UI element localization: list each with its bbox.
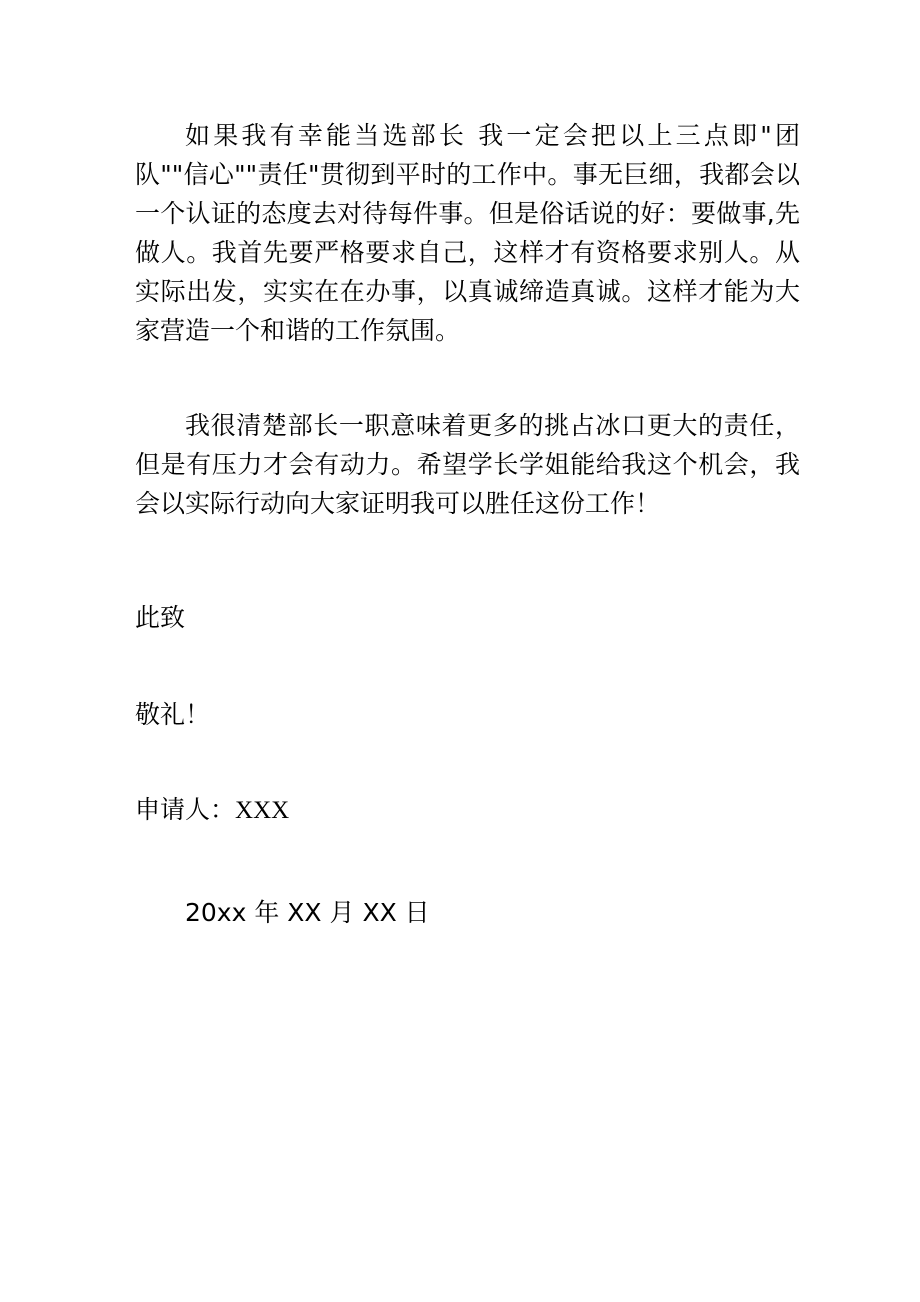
date-line: 20xx 年 XX 月 XX 日 <box>185 898 430 927</box>
closing-regards: 敬礼！ <box>135 700 211 729</box>
applicant-line <box>135 790 289 830</box>
body-paragraph-2: 我很清楚部长一职意味着更多的挑占冰口更大的责任，但是有压力才会有动力。希望学长学姐能给我这个机会，我会以实际行动向大家证明我可以胜任这份工作！ <box>135 411 800 518</box>
body-paragraph-1: 如果我有幸能当选部长 我一定会把以上三点即"团队""信心""责任"贯彻到平时的工作中。事无巨细，我都会以一个认证的态度去对待每件事。但是俗话说的好：要做事,先做人。我首先要严格要求自己，这样才有资格要求别人。从实际出发，实实在在办事，以真诚缔造真诚。这样才能为大家营造一个和谐的工作氛围。 <box>135 121 800 345</box>
closing-salutation: 此致 <box>135 603 186 632</box>
applicant-name: XXX <box>235 797 290 824</box>
applicant-label: 申请人： <box>135 795 236 824</box>
